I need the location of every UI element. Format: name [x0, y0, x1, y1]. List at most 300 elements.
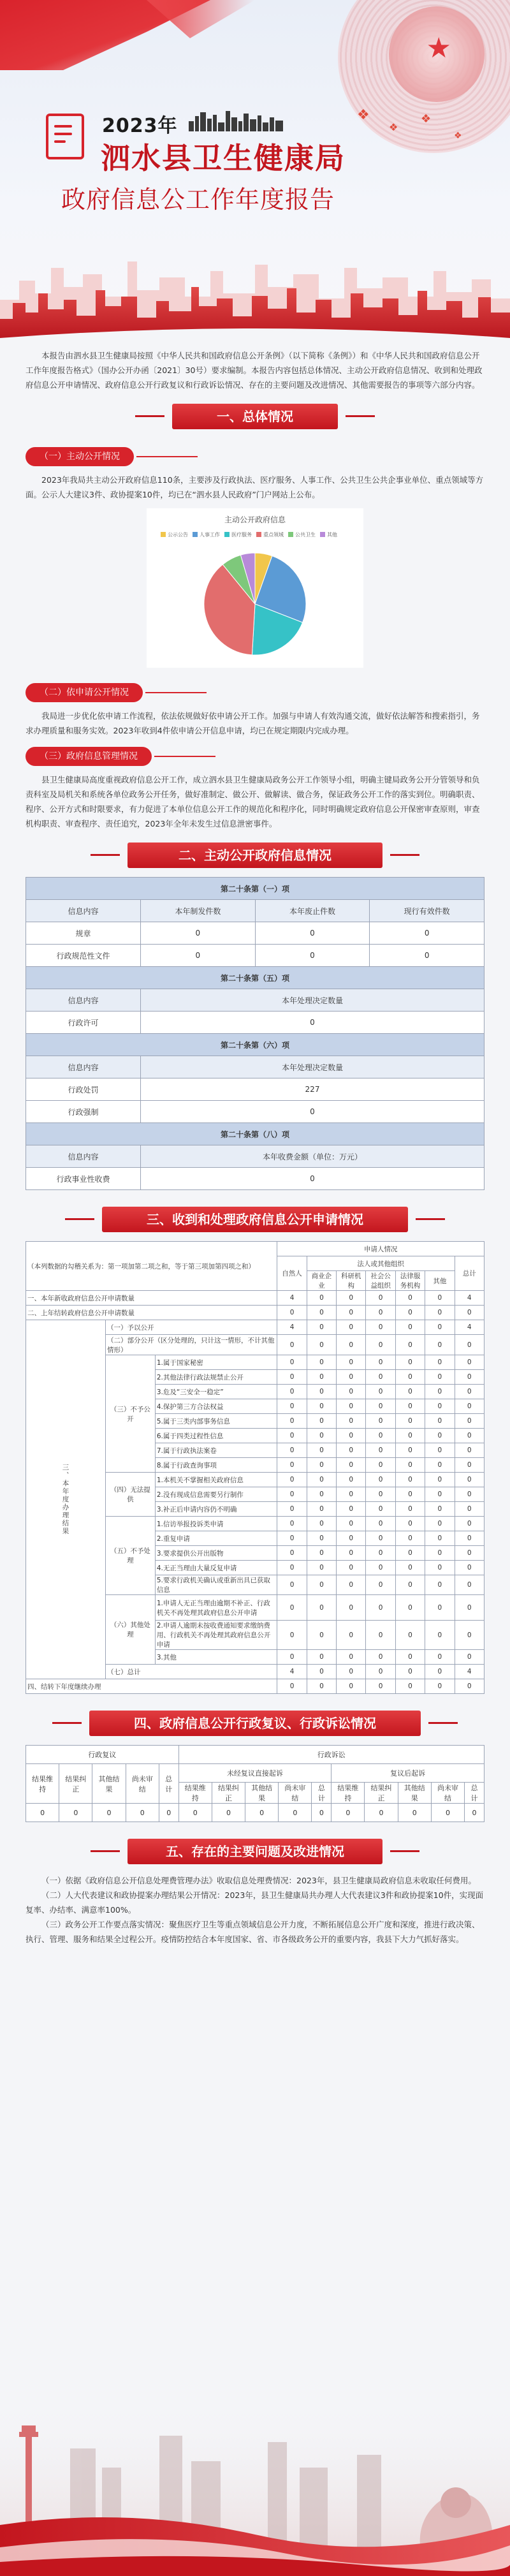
cell: 0: [307, 1650, 336, 1665]
cell: 0: [277, 1370, 307, 1385]
cell: 0: [255, 945, 370, 967]
dove-icon: ❖: [389, 121, 398, 133]
cell: 0: [307, 1575, 336, 1595]
cell: 0: [455, 1473, 484, 1487]
cell: 0: [277, 1473, 307, 1487]
cell: 0: [126, 1804, 159, 1822]
cell: 0: [277, 1575, 307, 1595]
cell: 0: [307, 1306, 336, 1320]
row-label: （二）部分公开（区分处理的，只计这一情形，不计其他情形）: [106, 1335, 277, 1355]
cell: 0: [395, 1429, 425, 1443]
cell: 0: [366, 1546, 395, 1561]
legend-label: 医疗服务: [231, 532, 252, 538]
active-disclosure-table: [26, 877, 484, 1190]
cell: 0: [370, 945, 484, 967]
cell: 4: [277, 1291, 307, 1306]
cell: 0: [277, 1306, 307, 1320]
row-label: 1.属于国家秘密: [155, 1355, 277, 1370]
table-head: 第二十条第（一）项: [26, 878, 484, 900]
legend-swatch: [193, 532, 198, 537]
cell: 0: [455, 1335, 484, 1355]
cell: 4: [277, 1320, 307, 1335]
cell: 0: [370, 922, 484, 945]
table-head: 第二十条第（八）项: [26, 1123, 484, 1145]
cell: 0: [307, 1399, 336, 1414]
city-skyline-decoration: [0, 242, 510, 344]
cell: 行政规范性文件: [26, 945, 141, 967]
row-group-label: （三）不予公开: [106, 1355, 156, 1473]
row-label: 二、上年结转政府信息公开申请数量: [26, 1306, 277, 1320]
cell: 0: [455, 1502, 484, 1517]
cell: 0: [395, 1414, 425, 1429]
table-row: [26, 922, 484, 945]
row-label: 1.信访举报投诉类申请: [155, 1517, 277, 1531]
cell: 0: [366, 1335, 395, 1355]
cell: 0: [307, 1546, 336, 1561]
cell: 0: [395, 1595, 425, 1621]
cell: 0: [277, 1429, 307, 1443]
cell: 0: [366, 1473, 395, 1487]
cell: 0: [307, 1665, 336, 1679]
section-2-heading: 二、主动公开政府信息情况: [127, 843, 382, 868]
cell: 0: [395, 1335, 425, 1355]
table-row: [26, 1291, 484, 1306]
legend-label: 公示公告: [168, 532, 188, 538]
cell: 0: [395, 1473, 425, 1487]
col-header: 行政复议: [26, 1746, 179, 1764]
intro-section: [0, 348, 510, 392]
table-row: [26, 1306, 484, 1320]
cell: 0: [277, 1595, 307, 1621]
row-label: 2.申请人逾期未按收费通知要求缴纳费用、行政机关不再处理其政府信息公开申请: [155, 1621, 277, 1650]
cell: 0: [141, 922, 256, 945]
table-row: [26, 1012, 484, 1034]
cell: 0: [307, 1458, 336, 1473]
row-label: 2.其他法律行政法规禁止公开: [155, 1370, 277, 1385]
row-label: 7.属于行政执法案卷: [155, 1443, 277, 1458]
cell: 0: [277, 1414, 307, 1429]
cell: 0: [307, 1561, 336, 1575]
cell: 0: [455, 1621, 484, 1650]
row-label: 3.要求提供公开出版物: [155, 1546, 277, 1561]
cell: 0: [366, 1370, 395, 1385]
cell: 0: [455, 1355, 484, 1370]
col-header: 总计: [312, 1783, 332, 1804]
cell: 0: [307, 1335, 336, 1355]
row-label: 8.属于行政查询事项: [155, 1458, 277, 1473]
cell: 0: [366, 1561, 395, 1575]
table-row: [26, 1679, 484, 1694]
cell: 0: [366, 1414, 395, 1429]
cell: 0: [366, 1355, 395, 1370]
cell: 0: [366, 1458, 395, 1473]
section-3-heading: 三、收到和处理政府信息公开申请情况: [102, 1207, 408, 1232]
dove-icon: ❖: [357, 107, 370, 123]
cell: 行政许可: [26, 1012, 141, 1034]
cell: 0: [337, 1621, 366, 1650]
cell: 0: [425, 1595, 455, 1621]
cell: 0: [366, 1399, 395, 1414]
cell: 0: [395, 1385, 425, 1399]
cell: 规章: [26, 922, 141, 945]
row-label: 5.属于三类内部事务信息: [155, 1414, 277, 1429]
cell: 0: [455, 1679, 484, 1694]
cell: 0: [395, 1370, 425, 1385]
management-text: [0, 772, 510, 831]
cell: 0: [307, 1531, 336, 1546]
dove-icon: ❖: [421, 112, 432, 126]
table-head: 第二十条第（五）项: [26, 967, 484, 989]
col-header: 结果维持: [26, 1764, 59, 1804]
col-header: 信息内容: [26, 989, 141, 1012]
cell: 0: [212, 1804, 245, 1822]
col-header: 信息内容: [26, 1145, 141, 1168]
cell: 0: [277, 1443, 307, 1458]
cell: 0: [425, 1355, 455, 1370]
cell: 0: [395, 1575, 425, 1595]
cell: 0: [425, 1473, 455, 1487]
report-year: 2023年: [102, 115, 178, 137]
table-row: [26, 945, 484, 967]
cell: 0: [366, 1502, 395, 1517]
application-text: [0, 709, 510, 738]
col-header: 本年处理决定数量: [141, 1056, 484, 1078]
cell: 0: [337, 1665, 366, 1679]
cell: 0: [337, 1429, 366, 1443]
cell: 0: [395, 1487, 425, 1502]
star-icon: ★: [426, 32, 451, 64]
paragraph: （一）依据《政府信息公开信息处理费管理办法》收取信息处理费情况：2023年，县卫生健康局政府信息未收取任何费用。: [41, 1876, 476, 1885]
legend-label: 其他: [327, 532, 337, 538]
cell: 0: [455, 1443, 484, 1458]
cell: 0: [337, 1561, 366, 1575]
col-header: 结果维持: [178, 1783, 212, 1804]
row-label: 2.没有现成信息需要另行制作: [155, 1487, 277, 1502]
cell: 4: [455, 1320, 484, 1335]
cell: 0: [366, 1291, 395, 1306]
cell: 0: [395, 1517, 425, 1531]
cell: 行政事业性收费: [26, 1168, 141, 1190]
col-header: 结果纠正: [59, 1764, 92, 1804]
cell: 0: [366, 1621, 395, 1650]
cell: 0: [277, 1487, 307, 1502]
cell: 0: [395, 1531, 425, 1546]
cell: 0: [395, 1665, 425, 1679]
cell: 0: [425, 1414, 455, 1429]
col-header: 总计: [159, 1764, 178, 1804]
cell: 0: [141, 945, 256, 967]
col-header: 法人或其他组织: [307, 1256, 455, 1271]
subsection-application-disclosure: （二）依申请公开情况: [26, 683, 143, 702]
cell: 0: [337, 1443, 366, 1458]
col-header: 商业企业: [307, 1271, 336, 1291]
cell: 0: [395, 1679, 425, 1694]
table-row: [26, 1168, 484, 1190]
cell: 0: [455, 1487, 484, 1502]
cell: 0: [425, 1621, 455, 1650]
cell: 0: [425, 1561, 455, 1575]
cell: 0: [307, 1473, 336, 1487]
cell: 0: [307, 1414, 336, 1429]
cell: 0: [395, 1291, 425, 1306]
cell: 0: [398, 1804, 431, 1822]
col-header: 现行有效件数: [370, 900, 484, 922]
cell: 4: [455, 1291, 484, 1306]
cell: 0: [455, 1370, 484, 1385]
col-header: 申请人情况: [277, 1242, 484, 1256]
report-subtitle: 政府信息公工作年度报告: [61, 186, 335, 214]
col-header: 其他结果: [398, 1783, 431, 1804]
cell: 0: [366, 1517, 395, 1531]
cell: 0: [277, 1546, 307, 1561]
cell: 0: [366, 1650, 395, 1665]
cell: 0: [425, 1650, 455, 1665]
cell: 0: [59, 1804, 92, 1822]
legend-swatch: [256, 532, 261, 537]
cell: 0: [425, 1546, 455, 1561]
cell: 0: [455, 1575, 484, 1595]
cell: 0: [455, 1546, 484, 1561]
col-header: 本年制发件数: [141, 900, 256, 922]
col-header: 结果维持: [332, 1783, 365, 1804]
row-label: 4.保护第三方合法权益: [155, 1399, 277, 1414]
cell: 行政强制: [26, 1101, 141, 1123]
cell: 0: [337, 1355, 366, 1370]
table-head: 第二十条第（六）项: [26, 1034, 484, 1056]
cell: 0: [307, 1621, 336, 1650]
review-litigation-table: [26, 1745, 484, 1822]
cell: 0: [366, 1429, 395, 1443]
applications-table: [26, 1241, 484, 1694]
table-row: [26, 1804, 484, 1822]
cell: 0: [312, 1804, 332, 1822]
col-header: 行政诉讼: [178, 1746, 484, 1764]
cell: 0: [365, 1804, 398, 1822]
cell: 0: [455, 1595, 484, 1621]
cell: 0: [425, 1458, 455, 1473]
paragraph: 我局进一步优化依申请工作流程，依法依规做好依申请公开工作。加强与申请人有效沟通交流，做好依法解答和搜索指引，务求办理质量和服务实效。2023年收到4件依申请公开信息申请，均已在规定期限内完成办理。: [26, 711, 480, 735]
cell: 0: [277, 1502, 307, 1517]
header-banner: [0, 0, 510, 344]
col-header: 本年废止件数: [255, 900, 370, 922]
col-header: 信息内容: [26, 1056, 141, 1078]
cell: 0: [255, 922, 370, 945]
cell: 0: [277, 1385, 307, 1399]
row-group-label: 三、本年度办理结果: [26, 1320, 106, 1679]
cell: 0: [337, 1385, 366, 1399]
cell: 0: [455, 1458, 484, 1473]
cell: 0: [337, 1306, 366, 1320]
chart-title: 主动公开政府信息: [224, 515, 286, 524]
col-header: 本年处理决定数量: [141, 989, 484, 1012]
cell: 0: [455, 1650, 484, 1665]
row-label: 6.属于四类过程性信息: [155, 1429, 277, 1443]
table-row: [26, 1320, 484, 1335]
cell: 0: [332, 1804, 365, 1822]
cell: 0: [366, 1306, 395, 1320]
col-header: 尚未审结: [126, 1764, 159, 1804]
cell: 0: [395, 1502, 425, 1517]
cell: 0: [395, 1355, 425, 1370]
active-disclosure-text: [0, 473, 510, 502]
cell: 0: [307, 1595, 336, 1621]
bottom-decoration: [0, 2397, 510, 2576]
cell: 0: [307, 1443, 336, 1458]
col-header: 本年收费金额（单位：万元）: [141, 1145, 484, 1168]
cell: 4: [455, 1665, 484, 1679]
cell: 0: [455, 1306, 484, 1320]
cell: 0: [337, 1650, 366, 1665]
cell: 0: [425, 1531, 455, 1546]
cell: 0: [455, 1385, 484, 1399]
cell: 0: [425, 1679, 455, 1694]
col-header: 其他: [425, 1271, 455, 1291]
paragraph: 2023年我局共主动公开政府信息110条，主要涉及行政执法、医疗服务、人事工作、公共卫生公共企事业单位、重点领域等方面。公示人大建议3件、政协提案10件，均已在“泗水县人民政府”门户网站上公布。: [26, 475, 484, 499]
cell: 0: [366, 1665, 395, 1679]
row-label: 3.补正后申请内容仍不明确: [155, 1502, 277, 1517]
report-title: 泗水县卫生健康局: [101, 141, 346, 175]
cell: 0: [307, 1429, 336, 1443]
cell: 0: [337, 1546, 366, 1561]
cell: 0: [425, 1517, 455, 1531]
row-label: 1.本机关不掌握相关政府信息: [155, 1473, 277, 1487]
cell: 0: [307, 1320, 336, 1335]
document-icon: [46, 114, 84, 159]
row-label: 4.无正当理由大量反复申请: [155, 1561, 277, 1575]
legend-label: 人事工作: [200, 532, 220, 538]
legend-swatch: [320, 532, 325, 537]
cell: 0: [307, 1679, 336, 1694]
row-group-label: （六）其他处理: [106, 1595, 156, 1665]
cell: 0: [395, 1399, 425, 1414]
legend-swatch: [161, 532, 166, 537]
cell: 0: [277, 1355, 307, 1370]
cell: 0: [395, 1650, 425, 1665]
cell: 0: [307, 1385, 336, 1399]
row-label: 2.重复申请: [155, 1531, 277, 1546]
cell: 0: [425, 1306, 455, 1320]
cell: 0: [366, 1385, 395, 1399]
cell: 0: [395, 1458, 425, 1473]
cell: 0: [307, 1291, 336, 1306]
cell: 0: [455, 1429, 484, 1443]
cell: 0: [307, 1487, 336, 1502]
col-header: 未经复议直接起诉: [178, 1764, 332, 1783]
cell: 0: [366, 1487, 395, 1502]
cell: 0: [307, 1370, 336, 1385]
subsection-info-management: （三）政府信息管理情况: [26, 747, 152, 766]
cell: 0: [178, 1804, 212, 1822]
skyline-icon: [189, 110, 284, 131]
cell: 0: [141, 1168, 484, 1190]
cell: 0: [395, 1320, 425, 1335]
cell: 0: [425, 1429, 455, 1443]
cell: 0: [277, 1458, 307, 1473]
cell: 0: [395, 1443, 425, 1458]
col-header: 尚未审结: [279, 1783, 312, 1804]
cell: 0: [337, 1595, 366, 1621]
cell: 0: [277, 1650, 307, 1665]
cell: 0: [425, 1320, 455, 1335]
cell: 0: [337, 1291, 366, 1306]
col-header: 复议后起诉: [332, 1764, 484, 1783]
col-header: 法律服务机构: [395, 1271, 425, 1291]
cell: 0: [337, 1335, 366, 1355]
cell: 0: [425, 1502, 455, 1517]
cell: 0: [245, 1804, 279, 1822]
cell: 0: [431, 1804, 464, 1822]
cell: 0: [277, 1517, 307, 1531]
cell: 0: [277, 1621, 307, 1650]
cell: 0: [425, 1370, 455, 1385]
row-label: 5.要求行政机关确认或重新出具已获取信息: [155, 1575, 277, 1595]
cell: 0: [366, 1531, 395, 1546]
cell: 0: [337, 1399, 366, 1414]
cell: 0: [366, 1443, 395, 1458]
cell: 0: [425, 1335, 455, 1355]
cell: 0: [277, 1399, 307, 1414]
cell: 0: [395, 1306, 425, 1320]
legend-label: 重点领域: [263, 532, 284, 538]
cell: 0: [307, 1355, 336, 1370]
paragraph: （三）政务公开工作要点落实情况：聚焦医疗卫生等重点领域信息公开力度，不断拓展信息公开广度和深度，推进行政决策、执行、管理、服务和结果全过程公开。疫情防控结合本年度国家、省、市各级政务公开的重要内容，我县下大力气抓好落实。: [26, 1920, 480, 1944]
cell: 0: [307, 1517, 336, 1531]
cell: 0: [395, 1561, 425, 1575]
cell: 0: [277, 1335, 307, 1355]
col-header: 其他结果: [245, 1783, 279, 1804]
cell: 0: [159, 1804, 178, 1822]
cell: 0: [337, 1487, 366, 1502]
section-4-heading: 四、政府信息公开行政复议、行政诉讼情况: [89, 1711, 421, 1736]
cell: 0: [277, 1561, 307, 1575]
col-header: 总计: [465, 1783, 484, 1804]
cell: 0: [337, 1679, 366, 1694]
pie-chart-svg: [147, 508, 363, 668]
cell: 0: [455, 1414, 484, 1429]
legend-label: 公共卫生: [295, 532, 316, 538]
cell: 0: [337, 1502, 366, 1517]
paragraph: 县卫生健康局高度重视政府信息公开工作，成立泗水县卫生健康局政务公开工作领导小组，明确主键局政务公开分管领导和负责科室及局机关和系统各单位政务公开任务，做好准制定、做公开、做解读、做合务，保证政务公开工作的落实到位。明确职责、程序、公开方式和时限要求，有力促进了本单位信息公开工作的规范化和程序化，同时明确规定政府信息公开保密审查原则，审查机构职责、审查程序、责任追究，2023年全年未发生过信息泄密事件。: [26, 775, 480, 828]
cell: 0: [277, 1531, 307, 1546]
cell: 0: [455, 1517, 484, 1531]
row-group-label: （四）无法提供: [106, 1473, 156, 1517]
cell: 0: [425, 1575, 455, 1595]
cell: 0: [425, 1443, 455, 1458]
row-label: （一）予以公开: [106, 1320, 277, 1335]
cell: 0: [337, 1414, 366, 1429]
problems-section: [0, 1873, 510, 1947]
cell: 0: [279, 1804, 312, 1822]
subsection-active-disclosure: （一）主动公开情况: [26, 447, 134, 466]
cell: 0: [395, 1546, 425, 1561]
row-label: （七）总计: [106, 1665, 277, 1679]
cell: 0: [366, 1679, 395, 1694]
cell: 行政处罚: [26, 1078, 141, 1101]
cell: 0: [337, 1458, 366, 1473]
cell: 0: [337, 1473, 366, 1487]
cell: 0: [465, 1804, 484, 1822]
cell: 0: [425, 1399, 455, 1414]
cell: 0: [425, 1291, 455, 1306]
cell: 0: [425, 1665, 455, 1679]
section-5-heading: 五、存在的主要问题及改进情况: [127, 1839, 382, 1864]
cell: 0: [425, 1487, 455, 1502]
cell: 0: [366, 1575, 395, 1595]
section-1-heading: 一、总体情况: [172, 404, 338, 429]
row-group-label: （五）不予处理: [106, 1517, 156, 1595]
cell: 0: [307, 1502, 336, 1517]
paragraph: （二）人大代表建议和政协提案办理结果公开情况：2023年，县卫生健康局共办理人大代表建议3件和政协提案10件，实现面复率、办结率、满意率100%。: [26, 1890, 484, 1915]
